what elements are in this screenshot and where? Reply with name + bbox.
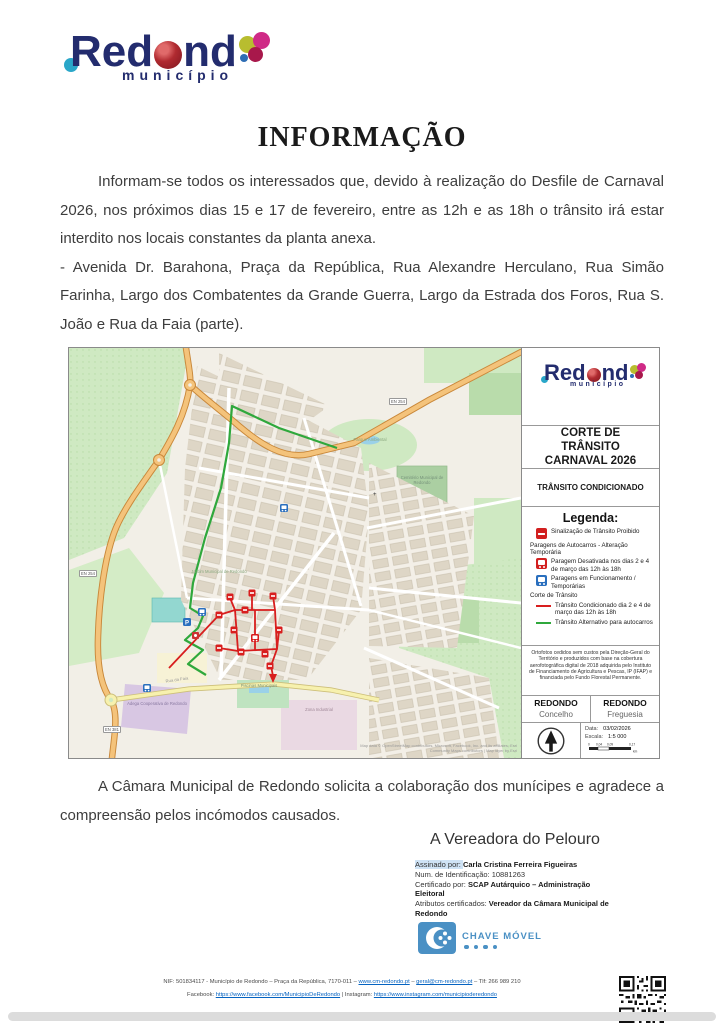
body-paragraphs [60,168,664,339]
legend-item [536,528,654,539]
chave-movel-text: CHAVE MÓVEL [462,930,542,942]
id-value: 10881263 [491,869,526,879]
signature-line [415,860,615,870]
closing-paragraph: A Câmara Municipal de Redondo solicita a colaboração dos munícipes e agradece a compreensão pelos incómodos causados. [60,778,664,824]
svg-text:km: km [633,749,638,753]
panel-logo-red-circle [587,368,601,382]
logo-flower-icon [239,32,273,72]
street-map [69,348,521,758]
attr-value: Vereador da Câmara Municipal de Redondo [415,899,609,918]
north-arrow-icon [522,723,581,758]
attr-label: Atributos certificados: [415,899,489,909]
legend-section [522,507,659,646]
concelho-cell [522,696,590,722]
panel-municipality-logo [544,362,647,388]
chave-movel-icon [418,922,456,954]
scale-label: Escala: [585,734,604,740]
panel-logo-letters: Red [544,360,586,385]
concelho-name: REDONDO [534,698,578,708]
legend-title: Legenda: [562,511,619,525]
panel-logo-flower-icon [630,363,647,383]
chave-movel-logo [418,922,615,954]
no-entry-icon [536,528,547,539]
svg-text:P: P [185,620,190,627]
bus-stop-red-icon [536,558,547,569]
footer-social-line [62,992,622,999]
municipality-logo [70,27,273,83]
traffic-map-figure [68,347,660,759]
red-line-icon [536,605,551,607]
panel-title: CORTE DE TRÂNSITO CARNAVAL 2026 [522,426,659,469]
cert-label: Certificado por: [415,879,468,889]
freguesia-name: REDONDO [603,698,647,708]
page-title: INFORMAÇÃO [257,122,467,153]
website-link[interactable]: www.cm-redondo.pt [358,979,410,985]
logo-letters-nd: nd [183,27,237,76]
paragraph-streets: - Avenida Dr. Barahona, Praça da República, Rua Alexandre Herculano, Rua Simão Farinha, Largo dos Combatentes da Grande Guerra, Largo da Estrada dos Foros, Rua S. João e Rua da Faia (parte). [60,258,664,333]
legend-item-label: Paragens de Autocarros - Alteração Temporária [530,541,628,556]
footer-separator: – [409,979,417,985]
logo-tagline: município [122,67,234,83]
bottom-scrollbar[interactable] [8,1012,716,1021]
legend-item-label: Sinalização de Trânsito Proibido [551,528,640,535]
map-meta-cell [581,723,659,758]
digital-signature-block [415,860,615,954]
footer-nif-address: NIF: 501834117 - Município de Redondo – Praça da República, 7170-011 – [163,979,359,985]
scale-value: 1:5 000 [608,734,627,740]
signed-by-value: Carla Cristina Ferreira Figueiras [462,860,578,869]
date-label: Data: [585,726,599,732]
legend-item-label: Trânsito Condicionado dia 2 e 4 de março das 12h às 18h [555,601,651,617]
legend-item-label: Paragem Desativada nos dias 2 e 4 de março das 12h às 18h [551,558,650,573]
svg-text:+: + [373,492,377,498]
panel-logo-tagline: município [570,381,626,388]
label-parque-ambiental: Parque Ambiental [353,437,387,442]
page-footer [62,979,622,999]
label-piscinas: Piscinas Municipais [240,683,278,688]
legend-item-label: Trânsito Alternativo para autocarros [555,618,653,626]
map-attribution: Map data © OpenStreetMap contributors, Microsoft, Facebook, Inc. and its affiliates, Esri Community Maps contributors | Map layer by Esri [360,743,517,754]
instagram-label: | Instagram: [340,992,374,998]
map-meta-section [522,723,659,758]
map-area [69,348,521,758]
green-line-icon [536,622,551,624]
svg-text:0: 0 [588,742,590,747]
bus-stop-blue-icon [536,575,547,586]
label-cemiterio: Cemitério Municipal de Redondo [400,475,444,485]
legend-item [536,575,654,589]
signature-line [415,870,615,880]
svg-text:0,04: 0,04 [596,742,603,747]
road-label-en254: EN 254 [391,399,405,404]
signature-line [415,899,615,919]
logo-red-circle [154,41,182,69]
signature-line [415,880,615,900]
legend-item-label: Paragens em Funcionamento / Temporárias [551,575,636,590]
label-jardim-municipal: Jardim Municipal de Redondo [191,569,247,574]
label-rua-da-faia: Rua da Faia [165,675,189,684]
freguesia-label: Freguesia [607,710,643,719]
chave-movel-brand [462,932,542,949]
legend-item [530,542,654,556]
signed-by-label: Assinado por: [415,860,463,869]
paragraph-intro: Informam-se todos os interessados que, devido à realização do Desfile de Carnaval 2026, nos próximos dias 15 e 17 de fevereiro, entre as 12h e as 18h o trânsito irá estar interdito nos locais constantes da planta anexa. [60,173,664,247]
panel-subtitle: TRÂNSITO CONDICIONADO [522,469,659,507]
concelho-label: Concelho [539,710,573,719]
closing-paragraph-wrap [60,773,664,830]
scale-bar [585,742,647,753]
instagram-link[interactable]: https://www.instagram.com/municipioderedondo [373,992,497,998]
facebook-label: Facebook: [187,992,216,998]
legend-item [530,592,654,599]
road-label-en254-west: EN 254 [81,571,95,576]
logo-letter-r: Red [70,27,154,76]
cert-value: SCAP Autárquico – Administração Eleitoral [415,879,591,899]
panel-logo-letters-nd: nd [601,360,629,385]
freguesia-cell [590,696,659,722]
ortophoto-credits: Ortofotos cedidos sem custos pela Direção-Geral do Território e produzidos com base na cobertura aerofotográfica digital de 2018 adquirida pelo Instituto de Financiamento de Agricultura e Pescas, IP (IFAP) e financiada pelo Fundo Florestal Permanente. [522,646,659,696]
legend-item-label: Corte de Trânsito [530,592,578,600]
email-link[interactable]: geral@cm-redondo.pt [416,979,473,985]
road-label-en381: EN 381 [105,727,119,732]
svg-text:0,09: 0,09 [607,742,614,747]
footer-contact-line [62,979,622,986]
id-label: Num. de Identificação: [415,869,492,879]
chave-movel-dots [462,945,542,950]
label-zona-industrial: Zona Industrial [305,707,333,712]
panel-logo-section [522,348,659,426]
map-side-panel [521,348,659,758]
footer-phone: – Tlf: 266 989 210 [472,979,521,985]
facebook-link[interactable]: https://www.facebook.com/MunicipioDeRedondo [215,992,341,998]
legend-item [536,602,654,616]
legend-item [536,619,654,626]
date-value: 03/02/2026 [603,726,631,732]
label-adega: Adega Cooperativa de Redondo [127,701,187,706]
svg-text:0,17: 0,17 [629,742,636,747]
signoff-role: A Vereadora do Pelouro [430,831,600,848]
admin-names-section [522,696,659,723]
legend-item [536,558,654,572]
